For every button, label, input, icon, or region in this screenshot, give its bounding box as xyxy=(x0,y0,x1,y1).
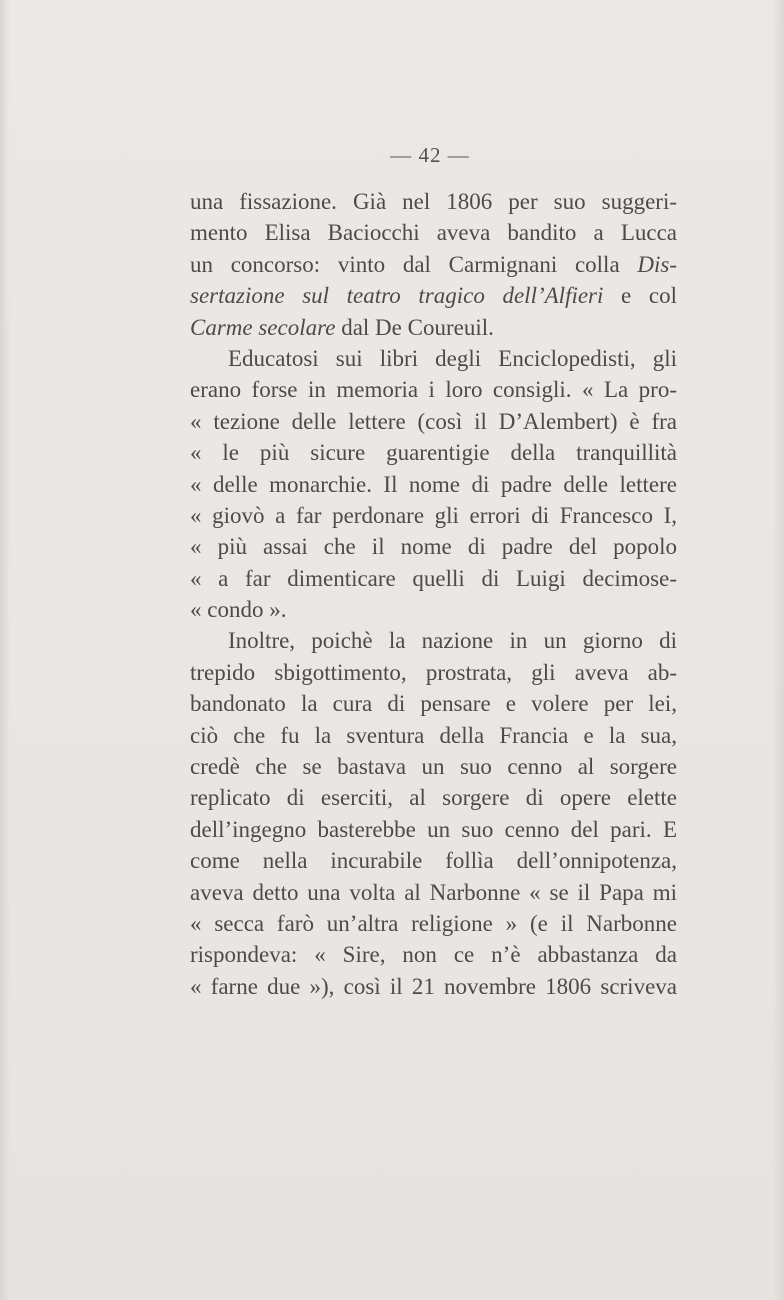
text-line: come nella incurabile follìa dell’onnipotenza, xyxy=(190,848,677,874)
italic-title: Carme secolare xyxy=(190,314,336,340)
text-line: rispondeva: « Sire, non ce n’è abbastanza da xyxy=(190,942,677,968)
italic-fragment: Dis- xyxy=(637,251,677,277)
text-line: Educatosi sui libri degli Enciclopedisti, gli xyxy=(228,345,677,371)
body-text xyxy=(190,186,677,1002)
text-line: una fissazione. Già nel 1806 per suo suggeri- xyxy=(190,189,677,214)
text-line-with-italic xyxy=(190,280,677,311)
text-line: « tezione delle lettere (così il D’Alembert) è fra xyxy=(190,408,677,434)
text-line-with-italic xyxy=(190,249,677,280)
text-fragment: un concorso: vinto dal Carmignani colla xyxy=(190,251,638,277)
text-line: replicato di eserciti, al sorgere di opere elette xyxy=(190,785,677,811)
italic-title: sertazione sul teatro tragico dell’Alfieri xyxy=(190,283,604,309)
page-right-edge xyxy=(772,0,784,1300)
text-line: « farne due »), così il 21 novembre 1806 scriveva xyxy=(190,973,677,999)
text-line: « delle monarchie. Il nome di padre delle lettere xyxy=(190,471,677,497)
text-line: aveva detto una volta al Narbonne « se il Papa mi xyxy=(190,879,677,905)
text-line: bandonato la cura di pensare e volere per lei, xyxy=(190,691,677,717)
text-line: « più assai che il nome di padre del popolo xyxy=(190,534,677,560)
text-line: « a far dimenticare quelli di Luigi decimose- xyxy=(190,565,677,591)
text-line: « condo ». xyxy=(190,597,287,623)
text-line: credè che se bastava un suo cenno al sorgere xyxy=(190,754,677,780)
text-fragment: e col xyxy=(603,283,677,309)
text-line: « secca farò un’altra religione » (e il Narbonne xyxy=(190,910,677,936)
text-line: trepido sbigottimento, prostrata, gli aveva ab- xyxy=(190,659,677,685)
text-line: « le più sicure guarentigie della tranquillità xyxy=(190,440,677,466)
text-line: erano forse in memoria i loro consigli. « La pro- xyxy=(190,377,677,403)
page-number: — 42 — xyxy=(390,143,470,167)
text-line: Inoltre, poichè la nazione in un giorno di xyxy=(228,628,677,654)
text-line: mento Elisa Baciocchi aveva bandito a Lucca xyxy=(190,220,677,246)
text-line: dell’ingegno basterebbe un suo cenno del pari. E xyxy=(190,816,677,842)
text-line: « giovò a far perdonare gli errori di Francesco I, xyxy=(190,502,677,528)
text-line: ciò che fu la sventura della Francia e la sua, xyxy=(190,722,677,748)
text-line-with-italic xyxy=(190,312,677,343)
page-left-edge xyxy=(0,0,10,1300)
text-fragment: dal De Coureuil. xyxy=(335,314,494,340)
